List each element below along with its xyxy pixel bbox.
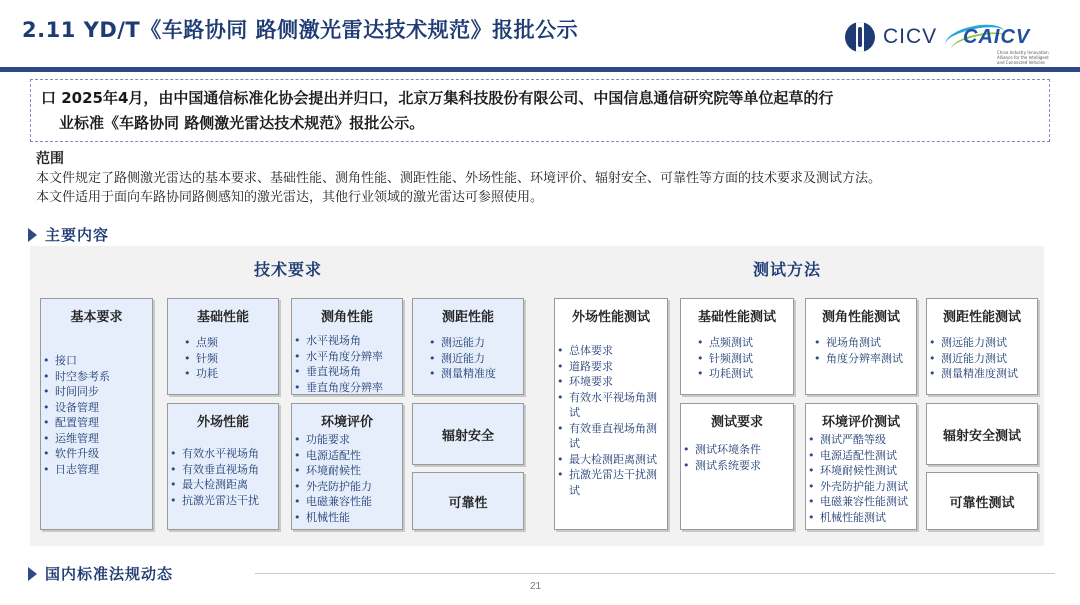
scope-text	[36, 169, 881, 207]
test-range-box	[926, 298, 1038, 395]
list-item: • 有效水平视场角	[168, 446, 278, 462]
list-item: • 测试系统要求	[681, 458, 793, 474]
list-item: • 最大检测距离测试	[555, 452, 661, 468]
list-item: • 最大检测距离	[168, 477, 278, 493]
tech-reliability-box	[412, 472, 524, 530]
list-item: • 运维管理	[41, 431, 152, 447]
notice-line-2: 业标准《车路协同 路侧激光雷达技术规范》报批公示。	[59, 114, 425, 132]
tech-basic-box	[40, 298, 153, 530]
tech-range-title: 测距性能	[441, 310, 494, 325]
triangle-bullet-icon	[28, 228, 37, 242]
tech-range-box	[412, 298, 524, 395]
tech-radiation-box	[412, 403, 524, 465]
list-item: • 道路要求	[555, 359, 661, 375]
list-item: • 针频测试	[695, 351, 793, 367]
list-item: • 水平视场角	[292, 333, 402, 349]
test-angle-box	[805, 298, 917, 395]
list-item: • 电磁兼容性能测试	[806, 494, 916, 510]
list-item: • 测近能力测试	[927, 351, 1037, 367]
page-number: 21	[530, 581, 542, 592]
header-rule	[0, 67, 1080, 72]
test-env-box	[805, 403, 917, 530]
notice-line-1: 口 2025年4月，由中国通信标准化协会提出并归口，北京万集科技股份有限公司、中国信息通信研究院等单位起草的行	[41, 89, 834, 107]
caicv-logo-tagline: China Industry Innovation Alliance for the Intelligent and Connected Vehicles	[997, 50, 1049, 65]
test-range-title: 测距性能测试	[942, 310, 1021, 325]
list-item: • 外壳防护能力	[292, 479, 402, 495]
list-item: • 电源适配性测试	[806, 448, 916, 464]
caicv-logo	[945, 20, 1055, 65]
tech-heading: 技术要求	[254, 260, 323, 279]
caicv-logo-text: CAICV	[963, 26, 1031, 48]
list-item: • 设备管理	[41, 400, 152, 416]
tech-basic-list	[41, 353, 152, 477]
bottom-section-header	[28, 563, 173, 584]
list-item: • 功耗测试	[695, 366, 793, 382]
cicv-logo-text: CICV	[883, 25, 938, 48]
test-env-title: 环境评价测试	[821, 415, 900, 430]
test-base-perf-box	[680, 298, 794, 395]
tech-reliability-title: 可靠性	[448, 495, 488, 511]
list-item: • 测远能力	[427, 335, 523, 351]
list-item: • 测量精准度测试	[927, 366, 1037, 382]
page-title: 2.11 YD/T《车路协同 路侧激光雷达技术规范》报批公示	[22, 18, 579, 42]
test-angle-title: 测角性能测试	[821, 310, 900, 325]
test-req-title: 测试要求	[710, 415, 763, 430]
scope-title: 范围	[36, 151, 64, 167]
list-item: • 针频	[182, 351, 278, 367]
tech-env-title: 环境评价	[320, 415, 373, 430]
tech-env-box	[291, 403, 403, 530]
test-reliability-title: 可靠性测试	[949, 495, 1015, 511]
tech-base-perf-box	[167, 298, 279, 395]
list-item: • 垂直视场角	[292, 364, 402, 380]
test-radiation-title: 辐射安全测试	[942, 428, 1021, 444]
test-radiation-box	[926, 403, 1038, 465]
list-item: • 抗激光雷达干扰测试	[555, 467, 661, 498]
tech-angle-title: 测角性能	[320, 310, 373, 325]
list-item: • 时间同步	[41, 384, 152, 400]
list-item: • 功能要求	[292, 432, 402, 448]
list-item: • 环境耐候性测试	[806, 463, 916, 479]
main-section-title: 主要内容	[45, 226, 110, 244]
notice-box	[30, 79, 1050, 142]
list-item: • 环境耐候性	[292, 463, 402, 479]
list-item: • 测远能力测试	[927, 335, 1037, 351]
test-field-box	[554, 298, 668, 530]
list-item: • 测量精准度	[427, 366, 523, 382]
list-item: • 机械性能测试	[806, 510, 916, 526]
tech-field-title: 外场性能	[196, 415, 249, 430]
list-item: • 外壳防护能力测试	[806, 479, 916, 495]
list-item: • 测试环境条件	[681, 442, 793, 458]
tech-base-perf-title: 基础性能	[196, 310, 249, 325]
tech-basic-title: 基本要求	[70, 310, 123, 325]
test-heading: 测试方法	[753, 260, 822, 279]
scope-line-2: 本文件适用于面向车路协同路侧感知的激光雷达，其他行业领域的激光雷达可参照使用。	[36, 190, 544, 205]
tech-field-box	[167, 403, 279, 530]
list-item: • 软件升级	[41, 446, 152, 462]
test-field-title: 外场性能测试	[571, 310, 650, 325]
list-item: • 点频	[182, 335, 278, 351]
list-item: • 点频测试	[695, 335, 793, 351]
list-item: • 电源适配性	[292, 448, 402, 464]
bottom-rule	[255, 573, 1055, 574]
list-item: • 有效垂直视场角	[168, 462, 278, 478]
test-req-box	[680, 403, 794, 530]
scope-line-1: 本文件规定了路侧激光雷达的基本要求、基础性能、测角性能、测距性能、外场性能、环境评价、辐射安全、可靠性等方面的技术要求及测试方法。	[36, 171, 882, 186]
list-item: • 有效垂直视场角测试	[555, 421, 661, 452]
list-item: • 总体要求	[555, 343, 661, 359]
list-item: • 电磁兼容性能	[292, 494, 402, 510]
cicv-logo-icon	[845, 22, 875, 52]
tech-radiation-title: 辐射安全	[441, 428, 494, 444]
bottom-section-title: 国内标准法规动态	[45, 565, 174, 583]
tech-angle-box	[291, 298, 403, 395]
list-item: • 功耗	[182, 366, 278, 382]
list-item: • 配置管理	[41, 415, 152, 431]
list-item: • 时空参考系	[41, 369, 152, 385]
list-item: • 有效水平视场角测试	[555, 390, 661, 421]
list-item: • 水平角度分辨率	[292, 349, 402, 365]
list-item: • 接口	[41, 353, 152, 369]
list-item: • 测试严酷等级	[806, 432, 916, 448]
test-base-perf-title: 基础性能测试	[697, 310, 776, 325]
main-section-header	[28, 224, 109, 245]
triangle-bullet-icon	[28, 567, 37, 581]
list-item: • 角度分辨率测试	[812, 351, 916, 367]
list-item: • 抗激光雷达干扰	[168, 493, 278, 509]
list-item: • 日志管理	[41, 462, 152, 478]
list-item: • 测近能力	[427, 351, 523, 367]
list-item: • 机械性能	[292, 510, 402, 526]
cicv-logo	[845, 22, 937, 52]
list-item: • 环境要求	[555, 374, 661, 390]
list-item: • 垂直角度分辨率	[292, 380, 402, 396]
test-reliability-box	[926, 472, 1038, 530]
list-item: • 视场角测试	[812, 335, 916, 351]
